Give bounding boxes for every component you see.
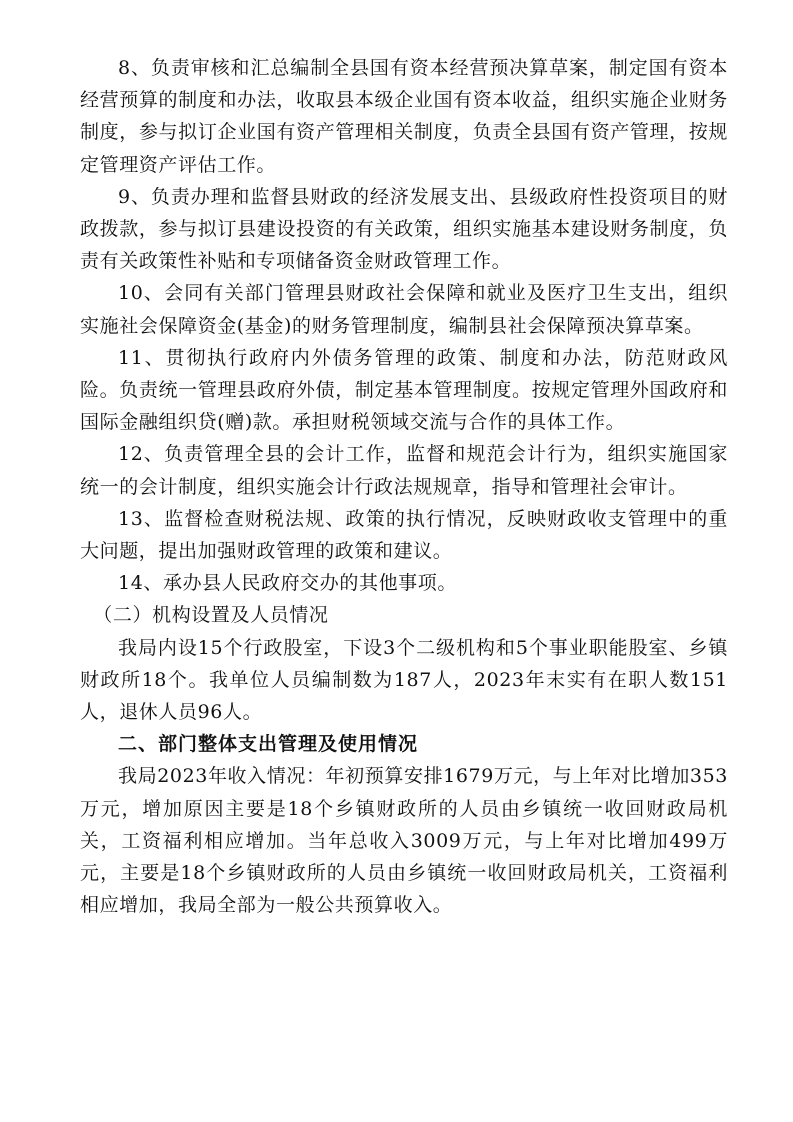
duty-item-14: 14、承办县人民政府交办的其他事项。 (118, 572, 457, 595)
section-title: 二、部门整体支出管理及使用情况 (118, 733, 419, 756)
duty-item-10: 10、会同有关部门管理县财政社会保障和就业及医疗卫生支出，组织实施社会保障资金(基金)的财务管理制度，编制县社会保障预决算草案。 (80, 282, 728, 337)
income-paragraph: 我局2023年收入情况：年初预算安排1679万元，与上年对比增加353万元，增加原因主要是18个乡镇财政所的人员由乡镇统一收回财政局机关，工资福利相应增加。当年总收入3009万元，与上年对比增加499万元，主要是18个乡镇财政所的人员由乡镇统一收回财政局机关，工资福利相应增加，我局全部为一般公共预算收入。 (80, 765, 728, 917)
org-subheading: （二）机构设置及人员情况 (93, 604, 329, 627)
org-paragraph: 我局内设15个行政股室，下设3个二级机构和5个事业职能股室、乡镇财政所18个。我单位人员编制数为187人，2023年末实有在职人数151人，退休人员96人。 (80, 636, 728, 724)
duty-item-13: 13、监督检查财税法规、政策的执行情况，反映财政收支管理中的重大问题，提出加强财政管理的政策和建议。 (80, 507, 728, 563)
duty-item-8: 8、负责审核和汇总编制全县国有资本经营预决算草案，制定国有资本经营预算的制度和办法，收取县本级企业国有资本收益，组织实施企业财务制度，参与拟订企业国有资产管理相关制度，负责全县国有资产管理，按规定管理资产评估工作。 (80, 57, 728, 176)
duty-item-12: 12、负责管理全县的会计工作，监督和规范会计行为，组织实施国家统一的会计制度，组织实施会计行政法规规章，指导和管理社会审计。 (80, 443, 728, 498)
duty-item-9: 9、负责办理和监督县财政的经济发展支出、县级政府性投资项目的财政拨款，参与拟订县建设投资的有关政策，组织实施基本建设财务制度，负责有关政策性补贴和专项储备资金财政管理工作。 (80, 185, 728, 273)
duty-item-11: 11、贯彻执行政府内外债务管理的政策、制度和办法，防范财政风险。负责统一管理县政府外债，制定基本管理制度。按规定管理外国政府和国际金融组织贷(赠)款。承担财税领域交流与合作的具体工作。 (80, 346, 728, 434)
